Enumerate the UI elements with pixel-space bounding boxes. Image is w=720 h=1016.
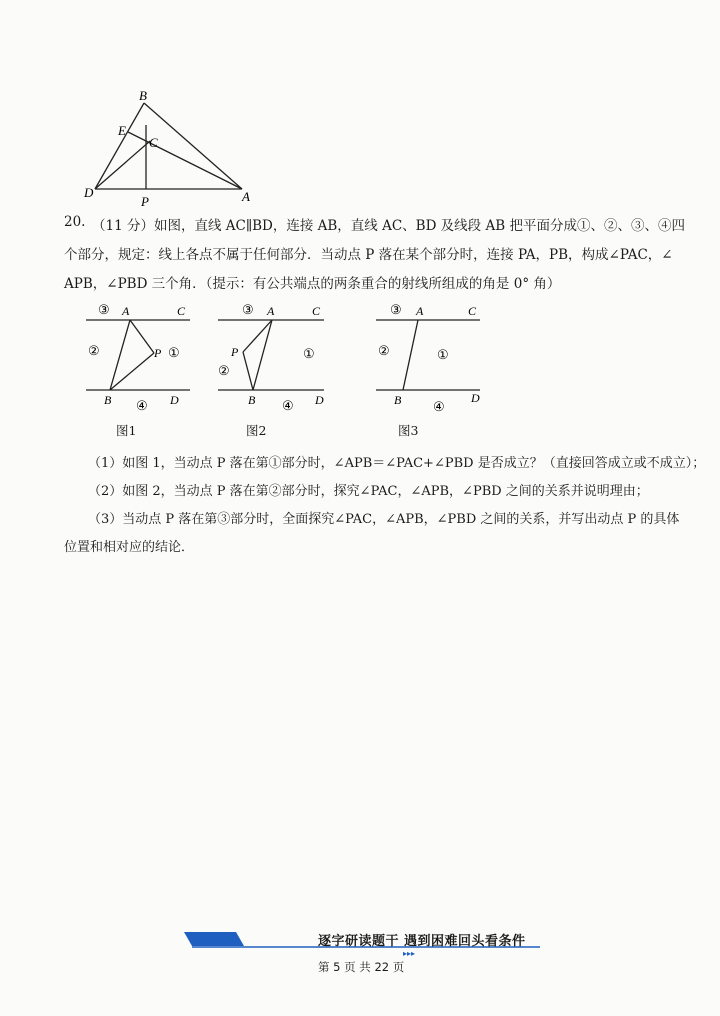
figure-3-caption: 图3 bbox=[398, 423, 419, 438]
label-b: B bbox=[248, 393, 256, 407]
segment-ab bbox=[403, 320, 418, 390]
label-d: D bbox=[170, 393, 179, 407]
segment-pb bbox=[243, 352, 253, 390]
footer-page-info: 第 5 页 共 22 页 bbox=[318, 960, 405, 974]
question-text-line-2: 个部分，规定：线上各点不属于任何部分．当动点 P 落在某个部分时，连接 PA，PB，构成∠PAC，∠ bbox=[64, 247, 673, 263]
segment-pa bbox=[130, 320, 154, 353]
question-text-line-3: APB，∠PBD 三个角．（提示：有公共端点的两条重合的射线所组成的角是 0° 角） bbox=[64, 276, 561, 292]
label-p: P bbox=[141, 194, 149, 209]
segment-ab bbox=[110, 320, 130, 390]
region-1-label: ① bbox=[303, 346, 315, 361]
region-1-label: ① bbox=[168, 345, 180, 360]
subquestion-3-line-1: （3）当动点 P 落在第③部分时，全面探究∠PAC，∠APB，∠PBD 之间的关系，并写出动点 P 的具体 bbox=[88, 512, 680, 527]
subquestion-2: （2）如图 2，当动点 P 落在第②部分时，探究∠PAC，∠APB，∠PBD 之间的关系并说明理由； bbox=[88, 484, 649, 499]
segment-pb bbox=[110, 353, 154, 390]
label-c: C bbox=[468, 304, 477, 318]
figure-1 bbox=[80, 298, 195, 413]
region-3-label: ③ bbox=[98, 302, 110, 317]
figure-2-caption: 图2 bbox=[246, 423, 267, 438]
region-2-label: ② bbox=[88, 343, 100, 358]
footer-arrows-icon: ▸▸▸ bbox=[403, 949, 416, 956]
label-p: P bbox=[231, 345, 239, 359]
label-d: D bbox=[471, 391, 480, 405]
label-d: D bbox=[315, 393, 324, 407]
label-a: A bbox=[267, 304, 275, 318]
region-1-label: ① bbox=[437, 347, 449, 362]
figure-2 bbox=[210, 298, 335, 413]
region-3-label: ③ bbox=[242, 302, 254, 317]
region-2-label: ② bbox=[378, 343, 390, 358]
question-text-line-1: （11 分）如图，直线 AC∥BD，连接 AB，直线 AC、BD 及线段 AB 把平面分成①、②、③、④四 bbox=[92, 218, 685, 234]
region-4-label: ④ bbox=[136, 398, 148, 413]
segment-bd bbox=[95, 103, 144, 189]
subquestion-3-line-2: 位置和相对应的结论． bbox=[64, 540, 195, 555]
top-triangle-figure bbox=[70, 85, 270, 210]
region-3-label: ③ bbox=[390, 302, 402, 317]
label-e: E bbox=[118, 123, 126, 138]
label-d: D bbox=[84, 185, 94, 200]
footer-motto: 逐字研读题干 遇到困难回头看条件 bbox=[318, 934, 526, 949]
label-c: C bbox=[177, 304, 186, 318]
figure-1-caption: 图1 bbox=[116, 423, 137, 438]
label-c: C bbox=[312, 304, 321, 318]
label-b: B bbox=[104, 393, 112, 407]
label-b: B bbox=[394, 393, 402, 407]
region-4-label: ④ bbox=[433, 399, 445, 413]
label-a: A bbox=[122, 304, 130, 318]
label-p: P bbox=[154, 346, 162, 360]
segment-ba bbox=[144, 103, 242, 189]
segment-cd bbox=[95, 141, 150, 189]
subquestion-1: （1）如图 1，当动点 P 落在第①部分时，∠APB＝∠PAC+∠PBD 是否成立？（直接回答成立或不成立）； bbox=[88, 456, 706, 471]
footer-blue-parallelogram bbox=[184, 932, 244, 946]
figure-3 bbox=[370, 298, 490, 413]
region-2-label: ② bbox=[218, 363, 230, 378]
region-4-label: ④ bbox=[282, 398, 294, 413]
segment-ea bbox=[128, 132, 242, 189]
label-c: C bbox=[149, 135, 158, 150]
label-a: A bbox=[242, 189, 250, 204]
question-number: 20. bbox=[64, 214, 86, 230]
label-a: A bbox=[416, 304, 424, 318]
label-b: B bbox=[139, 88, 147, 103]
